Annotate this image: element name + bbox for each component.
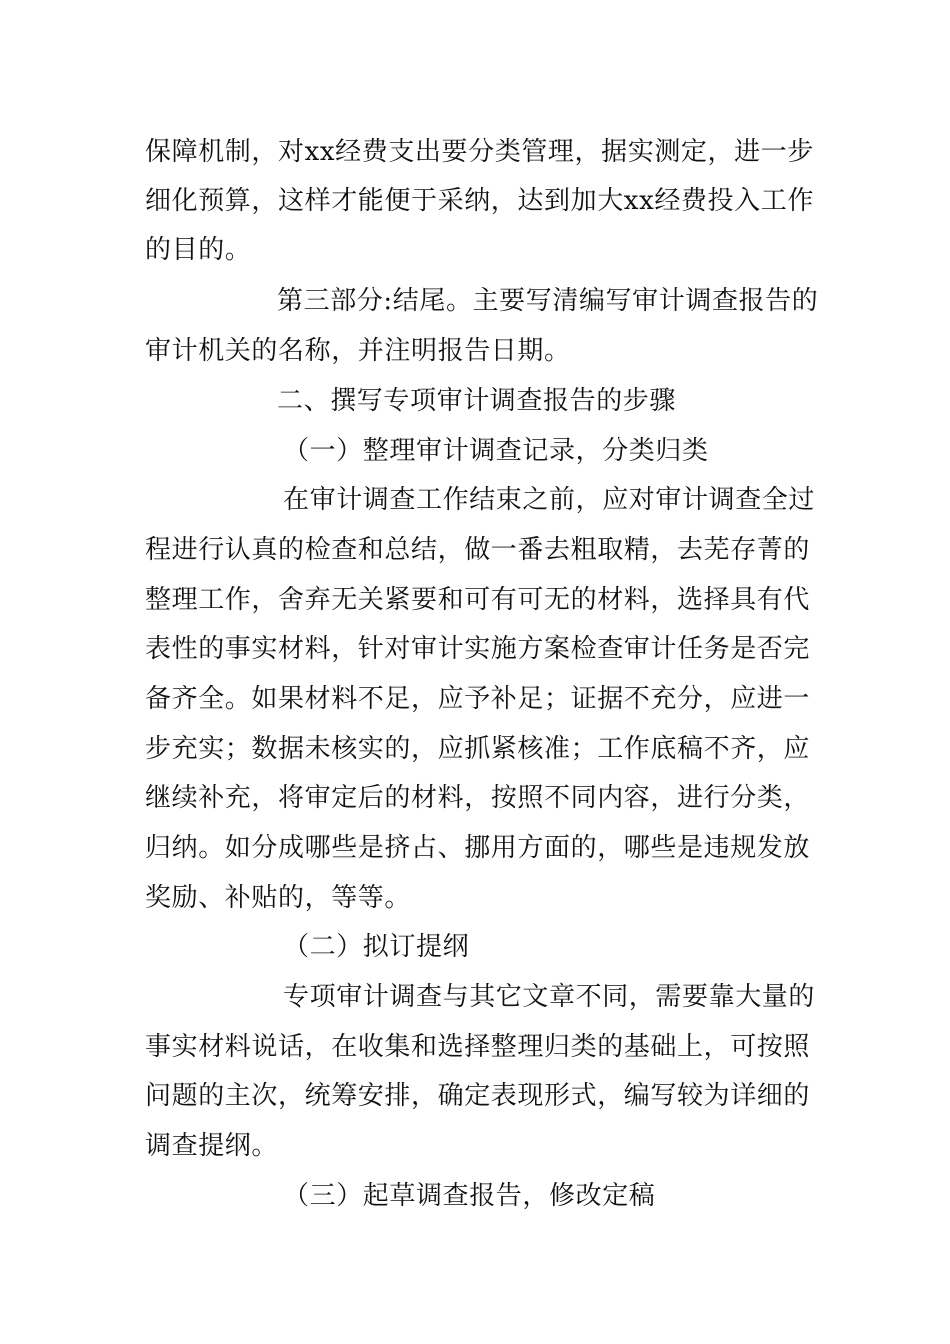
- paragraph-line: 程进行认真的检查和总结，做一番去粗取精，去芜存菁的: [145, 535, 811, 565]
- paragraph-line: 事实材料说话，在收集和选择整理归类的基础上，可按照: [145, 1032, 811, 1062]
- subsection-heading: （三）起草调查报告，修改定稿: [283, 1181, 656, 1211]
- paragraph-line: 问题的主次，统筹安排，确定表现形式，编写较为详细的: [145, 1081, 811, 1111]
- paragraph-line: 备齐全。如果材料不足，应予补足；证据不充分，应进一: [145, 684, 811, 714]
- paragraph-line: 保障机制，对xx经费支出要分类管理，据实测定，进一步: [145, 137, 814, 167]
- paragraph-line: 继续补充，将审定后的材料，按照不同内容，进行分类，: [145, 783, 811, 813]
- paragraph-line: 表性的事实材料，针对审计实施方案检查审计任务是否完: [145, 634, 811, 664]
- paragraph-line: 的目的。: [145, 235, 252, 265]
- paragraph-line: 归纳。如分成哪些是挤占、挪用方面的，哪些是违规发放: [145, 833, 811, 863]
- paragraph-line: 步充实；数据未核实的，应抓紧核准；工作底稿不齐，应: [145, 734, 811, 764]
- subsection-heading: （二）拟订提纲: [283, 932, 470, 962]
- paragraph-line: 专项审计调查与其它文章不同，需要靠大量的: [283, 982, 816, 1012]
- paragraph-line: 细化预算，这样才能便于采纳，达到加大xx经费投入工作: [145, 186, 814, 216]
- paragraph-line: 奖励、补贴的，等等。: [145, 883, 412, 913]
- section-heading: 二、撰写专项审计调查报告的步骤: [277, 386, 677, 416]
- paragraph-line: 在审计调查工作结束之前，应对审计调查全过: [283, 485, 816, 515]
- paragraph-line: 调查提纲。: [145, 1131, 279, 1161]
- paragraph-line: 审计机关的名称，并注明报告日期。: [145, 336, 571, 366]
- subsection-heading: （一）整理审计调查记录，分类归类: [283, 436, 709, 466]
- paragraph-line: 整理工作，舍弃无关紧要和可有可无的材料，选择具有代: [145, 585, 811, 615]
- paragraph-line: 第三部分:结尾。主要写清编写审计调查报告的: [277, 286, 819, 316]
